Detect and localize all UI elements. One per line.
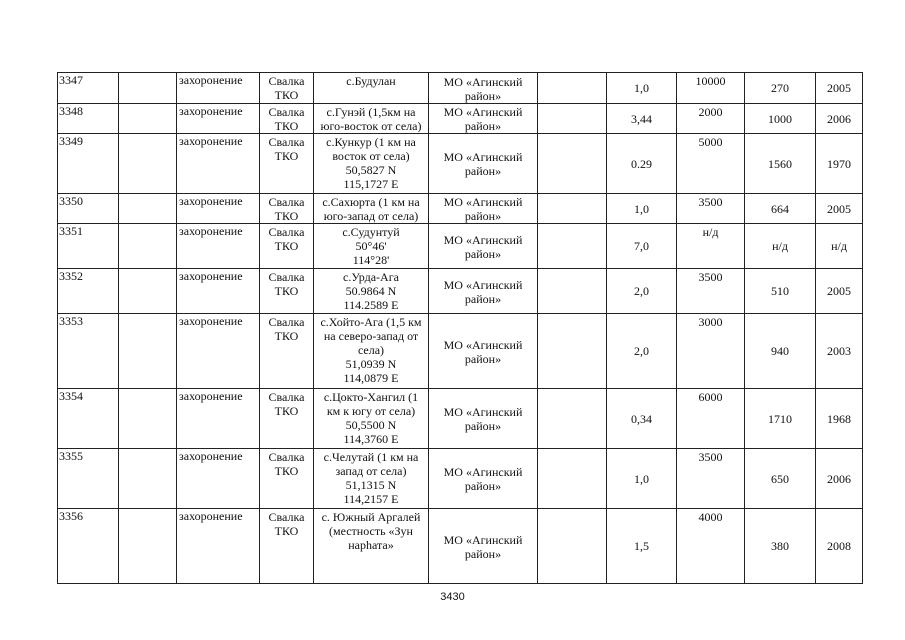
table-row xyxy=(58,73,863,104)
area-value: 2,0 xyxy=(607,269,677,314)
object-type-line: Свалка xyxy=(268,450,305,464)
location xyxy=(314,194,429,224)
object-type-line: Свалка xyxy=(268,510,305,524)
activity-type: захоронение xyxy=(177,449,260,509)
object-type xyxy=(260,269,314,314)
empty-cell xyxy=(538,509,607,584)
volume-value: 5000 xyxy=(677,134,745,194)
municipality-line: район» xyxy=(464,164,502,178)
object-type-line: ТКО xyxy=(274,149,299,163)
municipality-line: МО «Агинский xyxy=(443,405,523,419)
record-number: 3352 xyxy=(58,269,119,314)
table-body xyxy=(58,73,863,584)
location-line: 51,0939 N xyxy=(345,357,397,371)
location-line: 50°46' xyxy=(355,239,387,253)
empty-cell xyxy=(119,73,177,104)
year-value: 2006 xyxy=(816,449,863,509)
empty-cell xyxy=(119,194,177,224)
object-type-line: Свалка xyxy=(268,105,305,119)
record-number: 3348 xyxy=(58,104,119,134)
year-value: 2005 xyxy=(816,269,863,314)
empty-cell xyxy=(119,269,177,314)
object-type-line: ТКО xyxy=(274,464,299,478)
mass-value: 510 xyxy=(745,269,816,314)
year-value: 2006 xyxy=(816,104,863,134)
activity-type: захоронение xyxy=(177,134,260,194)
mass-value: 1710 xyxy=(745,389,816,449)
municipality-line: МО «Агинский xyxy=(443,195,523,209)
object-type-line: ТКО xyxy=(274,239,299,253)
record-number: 3349 xyxy=(58,134,119,194)
municipality-line: район» xyxy=(464,246,502,261)
object-type-line: Свалка xyxy=(268,225,305,239)
volume-value: 3000 xyxy=(677,314,745,389)
municipality-line: район» xyxy=(464,546,502,561)
object-type xyxy=(260,224,314,269)
mass-value: 270 xyxy=(745,73,816,104)
empty-cell xyxy=(119,509,177,584)
location-line: км к югу от села) xyxy=(326,404,416,418)
activity-type: захоронение xyxy=(177,73,260,104)
object-type-line: Свалка xyxy=(268,390,305,404)
location xyxy=(314,224,429,269)
empty-cell xyxy=(538,449,607,509)
object-type xyxy=(260,73,314,104)
municipality xyxy=(429,449,538,509)
year-value: 2008 xyxy=(816,509,863,584)
volume-value: н/д xyxy=(677,224,745,269)
volume-value: 2000 xyxy=(677,104,745,134)
area-value: 1,0 xyxy=(607,194,677,224)
record-number: 3351 xyxy=(58,224,119,269)
municipality xyxy=(429,389,538,449)
volume-value: 3500 xyxy=(677,449,745,509)
municipality-line: район» xyxy=(464,119,502,133)
location-line: с. Южный Аргалей xyxy=(321,510,421,524)
empty-cell xyxy=(538,73,607,104)
mass-value: 380 xyxy=(745,509,816,584)
municipality-line: район» xyxy=(464,351,502,366)
empty-cell xyxy=(538,269,607,314)
location-line: с.Гунэй (1,5км на xyxy=(326,105,416,119)
empty-cell xyxy=(119,224,177,269)
object-type-line: ТКО xyxy=(274,284,299,298)
location xyxy=(314,509,429,584)
record-number: 3353 xyxy=(58,314,119,389)
location xyxy=(314,73,429,104)
object-type xyxy=(260,314,314,389)
object-type-line: ТКО xyxy=(274,404,299,418)
area-value: 3,44 xyxy=(607,104,677,134)
object-type-line: ТКО xyxy=(274,524,299,538)
table-row xyxy=(58,269,863,314)
activity-type: захоронение xyxy=(177,104,260,134)
empty-cell xyxy=(119,104,177,134)
volume-value: 6000 xyxy=(677,389,745,449)
volume-value: 3500 xyxy=(677,269,745,314)
activity-type: захоронение xyxy=(177,224,260,269)
municipality-line: МО «Агинский xyxy=(443,337,523,352)
area-value: 7,0 xyxy=(607,224,677,269)
location xyxy=(314,104,429,134)
table-row xyxy=(58,134,863,194)
record-number: 3355 xyxy=(58,449,119,509)
object-type xyxy=(260,509,314,584)
location-line: на северо-запад от xyxy=(323,329,419,343)
activity-type: захоронение xyxy=(177,194,260,224)
municipality xyxy=(429,224,538,269)
location-line: 114.2589 E xyxy=(343,298,399,312)
record-number: 3350 xyxy=(58,194,119,224)
location-line: 115,1727 E xyxy=(343,177,399,191)
object-type-line: Свалка xyxy=(268,195,305,209)
municipality xyxy=(429,314,538,389)
empty-cell xyxy=(119,134,177,194)
object-type-line: ТКО xyxy=(274,119,299,133)
location-line: 114,2157 E xyxy=(343,492,399,506)
municipality xyxy=(429,269,538,314)
mass-value: н/д xyxy=(745,224,816,269)
record-number: 3356 xyxy=(58,509,119,584)
municipality xyxy=(429,104,538,134)
location-line: 114°28' xyxy=(352,253,390,267)
landfill-registry-table xyxy=(57,72,863,584)
municipality xyxy=(429,194,538,224)
location-line: нарhата» xyxy=(348,538,394,552)
location-line: с.Сахюрта (1 км на xyxy=(322,195,420,209)
year-value: 2005 xyxy=(816,194,863,224)
year-value: н/д xyxy=(816,224,863,269)
location-line: юго-восток от села) xyxy=(320,119,422,133)
object-type xyxy=(260,194,314,224)
page-number: 3430 xyxy=(440,591,465,603)
municipality-line: МО «Агинский xyxy=(443,232,523,247)
table-row xyxy=(58,224,863,269)
municipality-line: МО «Агинский xyxy=(443,532,523,547)
municipality-line: МО «Агинский xyxy=(443,150,523,164)
object-type-line: Свалка xyxy=(268,270,305,284)
area-value: 1,0 xyxy=(607,449,677,509)
municipality xyxy=(429,134,538,194)
municipality-line: МО «Агинский xyxy=(443,465,523,479)
municipality-line: район» xyxy=(464,479,502,493)
empty-cell xyxy=(119,389,177,449)
empty-cell xyxy=(538,194,607,224)
year-value: 1970 xyxy=(816,134,863,194)
table-row xyxy=(58,194,863,224)
object-type-line: Свалка xyxy=(268,135,305,149)
empty-cell xyxy=(538,104,607,134)
location-line: 114,3760 E xyxy=(343,432,399,446)
area-value: 2,0 xyxy=(607,314,677,389)
location-line: (местность «Зун xyxy=(329,524,413,538)
area-value: 1,0 xyxy=(607,73,677,104)
municipality-line: район» xyxy=(464,88,502,103)
location xyxy=(314,314,429,389)
activity-type: захоронение xyxy=(177,509,260,584)
activity-type: захоронение xyxy=(177,314,260,389)
area-value: 0.29 xyxy=(607,134,677,194)
object-type-line: ТКО xyxy=(274,209,299,223)
object-type-line: Свалка xyxy=(268,315,305,329)
year-value: 2005 xyxy=(816,73,863,104)
empty-cell xyxy=(119,314,177,389)
municipality-line: район» xyxy=(464,419,502,433)
object-type xyxy=(260,104,314,134)
empty-cell xyxy=(119,449,177,509)
municipality-line: МО «Агинский xyxy=(443,74,523,89)
activity-type: захоронение xyxy=(177,389,260,449)
location-line: с.Урда-Ага xyxy=(343,270,399,284)
area-value: 0,34 xyxy=(607,389,677,449)
location-line: 50,5500 N xyxy=(345,418,397,432)
record-number: 3354 xyxy=(58,389,119,449)
object-type xyxy=(260,449,314,509)
record-number: 3347 xyxy=(58,73,119,104)
location-line: с.Кункур (1 км на xyxy=(326,135,416,149)
table-row xyxy=(58,509,863,584)
municipality-line: район» xyxy=(464,291,502,306)
location-line: юго-запад от села) xyxy=(323,209,419,223)
table-row xyxy=(58,449,863,509)
location xyxy=(314,389,429,449)
location xyxy=(314,449,429,509)
location-line: с.Цокто-Хангил (1 xyxy=(323,390,419,404)
location xyxy=(314,134,429,194)
volume-value: 3500 xyxy=(677,194,745,224)
empty-cell xyxy=(538,134,607,194)
location-line: с.Челутай (1 км на xyxy=(323,450,419,464)
location-line: 50,5827 N xyxy=(345,163,397,177)
table-row xyxy=(58,389,863,449)
mass-value: 1560 xyxy=(745,134,816,194)
area-value: 1,5 xyxy=(607,509,677,584)
location-line: 114,0879 E xyxy=(343,371,399,385)
location-line: с.Хойто-Ага (1,5 км xyxy=(320,315,422,329)
location-line: 51,1315 N xyxy=(345,478,397,492)
table-row xyxy=(58,104,863,134)
mass-value: 940 xyxy=(745,314,816,389)
location xyxy=(314,269,429,314)
mass-value: 1000 xyxy=(745,104,816,134)
object-type-line: Свалка xyxy=(268,74,305,88)
year-value: 1968 xyxy=(816,389,863,449)
activity-type: захоронение xyxy=(177,269,260,314)
object-type-line: ТКО xyxy=(274,329,299,343)
empty-cell xyxy=(538,389,607,449)
location-line: запад от села) xyxy=(335,464,407,478)
location-line: села) xyxy=(357,343,385,357)
object-type xyxy=(260,134,314,194)
municipality xyxy=(429,509,538,584)
municipality-line: МО «Агинский xyxy=(443,105,523,119)
volume-value: 4000 xyxy=(677,509,745,584)
mass-value: 650 xyxy=(745,449,816,509)
object-type-line: ТКО xyxy=(274,88,299,102)
location-line: 50.9864 N xyxy=(345,284,397,298)
volume-value: 10000 xyxy=(677,73,745,104)
table-row xyxy=(58,314,863,389)
mass-value: 664 xyxy=(745,194,816,224)
object-type xyxy=(260,389,314,449)
municipality-line: район» xyxy=(464,209,502,223)
municipality xyxy=(429,73,538,104)
location-line: с.Будулан xyxy=(346,74,396,88)
location-line: восток от села) xyxy=(332,149,410,163)
year-value: 2003 xyxy=(816,314,863,389)
location-line: с.Судунтуй xyxy=(342,225,400,239)
municipality-line: МО «Агинский xyxy=(443,277,523,292)
empty-cell xyxy=(538,314,607,389)
empty-cell xyxy=(538,224,607,269)
